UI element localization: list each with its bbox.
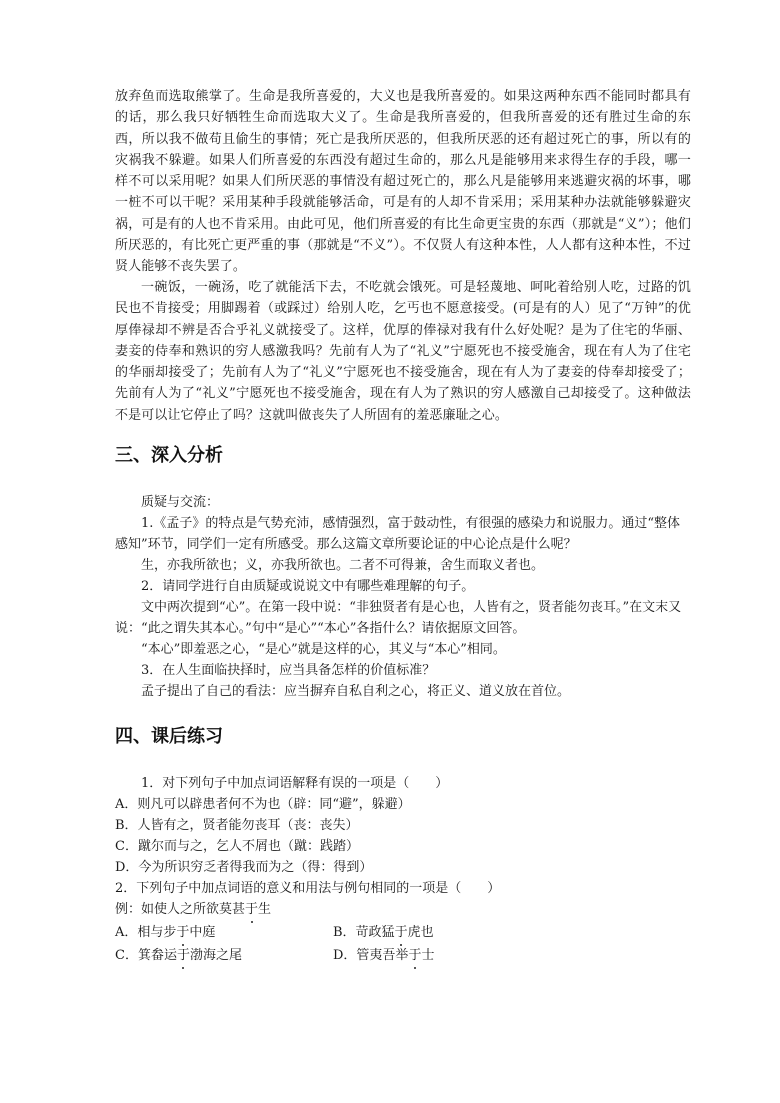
exercise-2-question: 2．下列句子中加点词语的意义和用法与例句相同的一项是（ ） [115,881,501,896]
translation-paragraph-2: 一碗饭，一碗汤，吃了就能活下去，不吃就会饿死。可是轻蔑地、呵叱着给别人吃，过路的饥民也不肯接受；用脚踢着（或踩过）给别人吃，乞丐也不愿意接受。(可是有的人）见了“万钟”的优厚俸禄却不辨是否合乎礼义就接受了。这样，优厚的俸禄对我有什么好处呢？是为了住宅的华丽、妻妾的侍奉和熟识的穷人感激我吗？先前有人为了“礼义”宁愿死也不接受施舍，现在有人为了住宅的华丽却接受了；先前有人为了“礼义”宁愿死也不接受施舍，现在有人为了妻妾的侍奉却接受了；先前有人为了“礼义”宁愿死也不接受施舍，现在有人为了熟识的穷人感激自己却接受了。这种做法不是可以让它停止了吗？这就叫做丧失了人所固有的羞恶廉耻之心。 [115,280,691,423]
example-text: 例：如使人之所欲莫甚 [115,902,246,917]
dotted-word: 于 [408,945,421,966]
answer-1: 生，亦我所欲也；义，亦我所欲也。二者不可得兼，舍生而取义者也。 [141,558,545,573]
section-heading-exercises: 四、课后练习 [115,726,223,747]
exercise-2-option-d: D．管夷吾举于士 [333,945,434,966]
question-1-line-2: 感知”环节，同学们一定有所感受。那么这篇文章所要论证的中心论点是什么呢？ [115,537,577,552]
question-1-line-1: 1.《孟子》的特点是气势充沛，感情强烈，富于鼓动性，有很强的感染力和说服力。通过“整体 [141,516,681,531]
exercise-2-option-a: A．相与步于中庭 [115,922,215,943]
question-3: 3．在人生面临抉择时，应当具备怎样的价值标准？ [141,663,436,678]
exercise-2-example [115,899,691,920]
dotted-word: 于 [177,945,190,966]
dotted-word: 于 [245,899,258,920]
exercise-1-option-b: B．人皆有之，贤者能勿丧耳（丧：丧失） [115,818,359,833]
dotted-word: 于 [176,922,189,943]
example-text-end: 生 [258,902,272,917]
exercise-1-option-d: D．今为所识穷乏者得我而为之（得：得到） [115,860,373,875]
answer-3: 孟子提出了自己的看法：应当摒弃自私自利之心，将正义、道义放在首位。 [141,684,571,699]
answer-2-line-3: “本心”即羞恶之心，“是心”就是这样的心，其义与“本心”相同。 [141,642,506,657]
exercise-1-option-c: C．蹴尔而与之，乞人不屑也（蹴：践踏） [115,839,359,854]
exercise-2-option-b: B．苛政猛于虎也 [333,922,434,943]
exercise-1-question: 1．对下列句子中加点词语解释有误的一项是（ ） [141,776,449,791]
discussion-intro: 质疑与交流： [141,495,220,510]
answer-2-line-1: 文中两次提到“心”。在第一段中说：“非独贤者有是心也，人皆有之，贤者能勿丧耳。”在文末又 [141,600,682,615]
exercise-1-option-a: A．则凡可以辟患者何不为也（辟：同“避”，躲避） [115,797,411,812]
dotted-word: 于 [395,922,408,943]
question-2: 2．请同学进行自由质疑或说说文中有哪些难理解的句子。 [141,579,475,594]
answer-2-line-2: 说：“此之谓失其本心。”句中“是心”“本心”各指什么？请依据原文回答。 [115,621,526,636]
exercise-2-option-c: C．箕畚运于渤海之尾 [115,945,242,966]
translation-paragraph-1: 放弃鱼而选取熊掌了。生命是我所喜爱的，大义也是我所喜爱的。如果这两种东西不能同时都具有的话，那么我只好牺牲生命而选取大义了。生命是我所喜爱的，但我所喜爱的还有胜过生命的东西，所以我不做苟且偷生的事情；死亡是我所厌恶的，但我所厌恶的还有超过死亡的事，所以有的灾祸我不躲避。如果人们所喜爱的东西没有超过生命的，那么凡是能够用来求得生存的手段，哪一样不可以采用呢？如果人们所厌恶的事情没有超过死亡的，那么凡是能够用来逃避灾祸的坏事，哪一桩不可以干呢？采用某种手段就能够活命，可是有的人却不肯采用；采用某种办法就能够躲避灾祸，可是有的人也不肯采用。由此可见，他们所喜爱的有比生命更宝贵的东西（那就是“义”）；他们所厌恶的，有比死亡更严重的事（那就是“不义”）。不仅贤人有这种本性，人人都有这种本性，不过贤人能够不丧失罢了。 [115,89,691,275]
section-heading-analysis: 三、深入分析 [115,445,223,466]
